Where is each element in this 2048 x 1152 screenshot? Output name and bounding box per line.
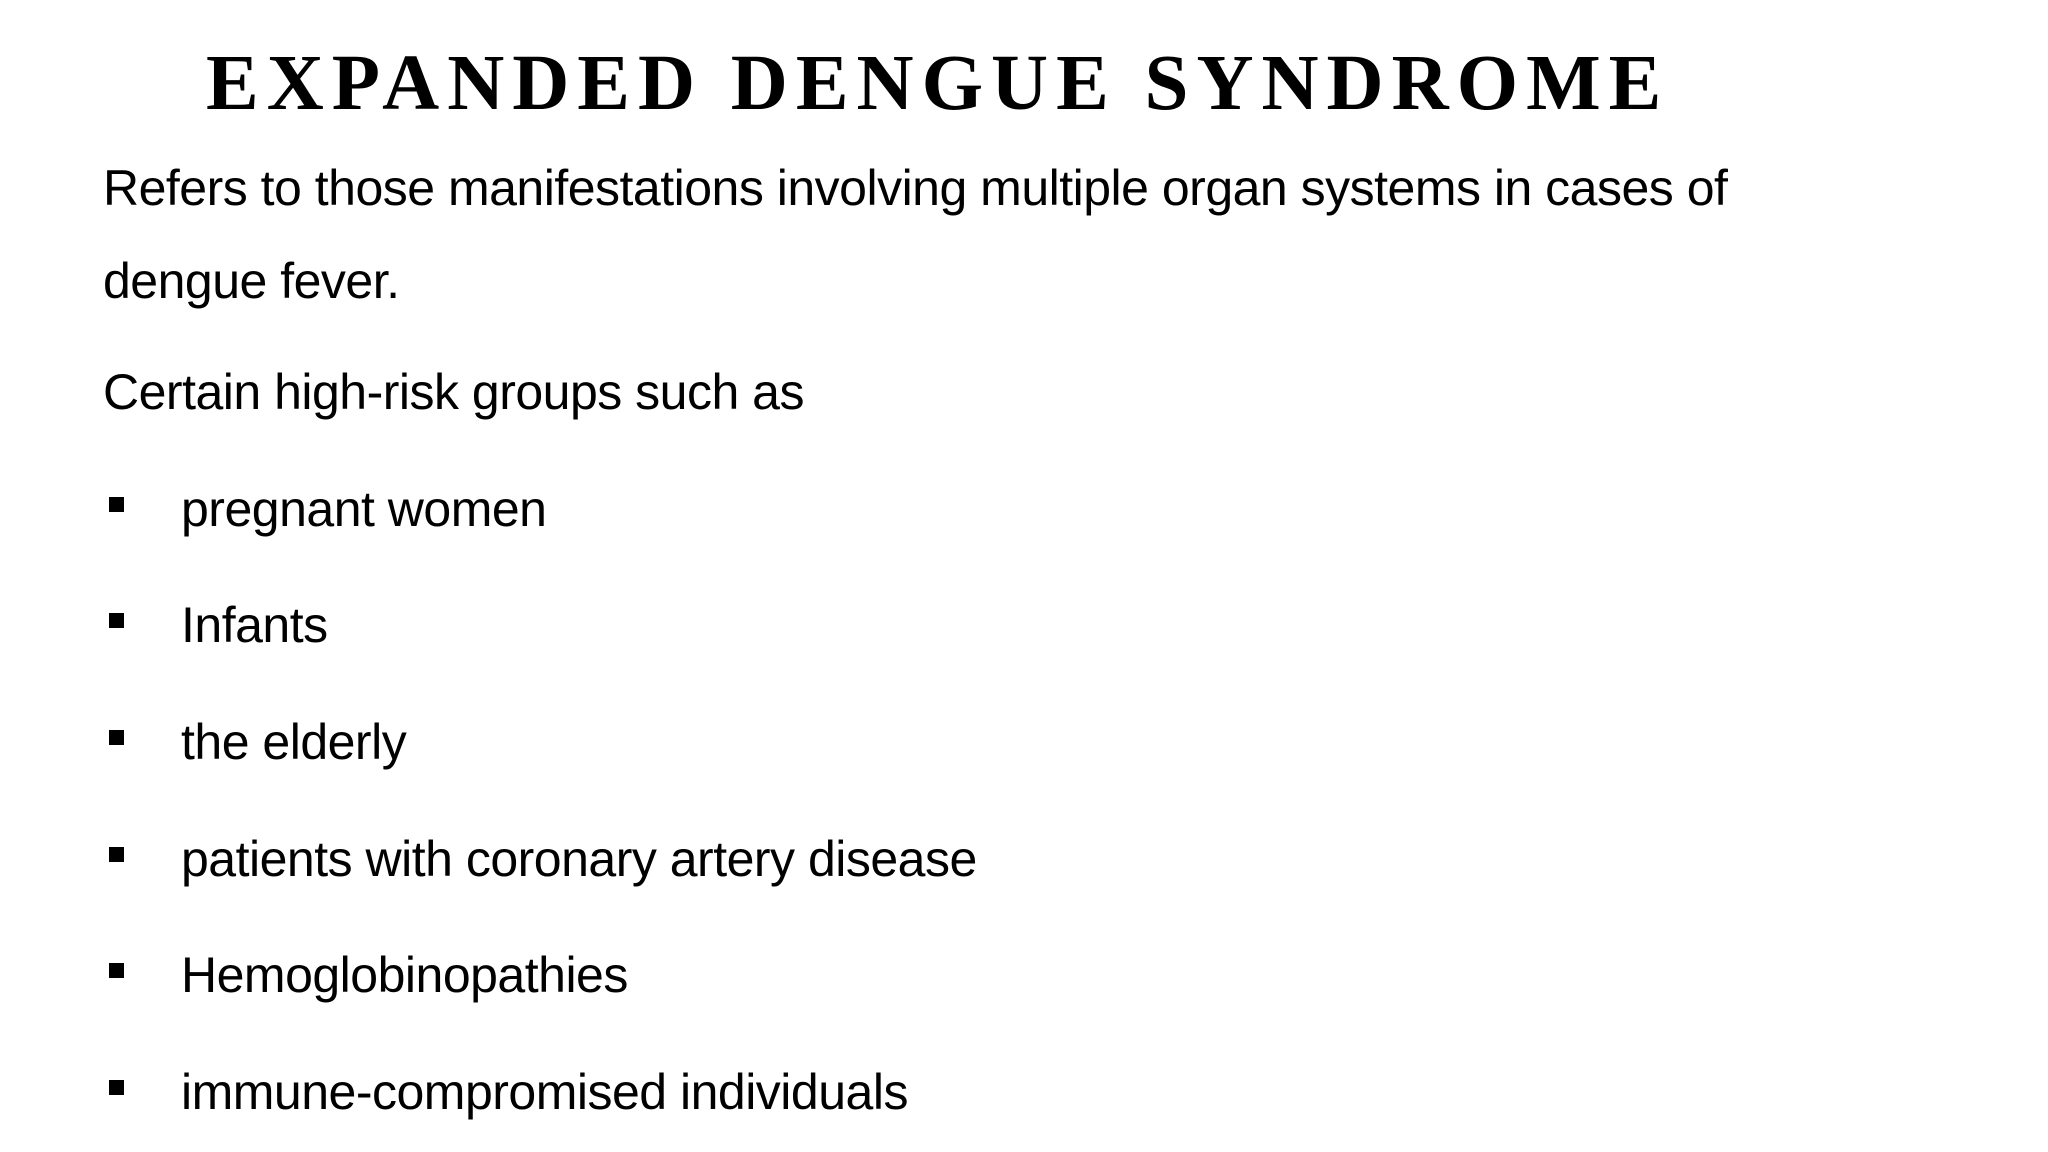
intro-paragraph: Refers to those manifestations involving multiple organ systems in cases of dengue fever. (103, 160, 1728, 309)
list-item-text: the elderly (181, 714, 407, 770)
square-bullet-icon (109, 613, 124, 628)
square-bullet-icon (109, 1080, 124, 1095)
list-item-text: pregnant women (181, 481, 547, 537)
list-item-text: Infants (181, 597, 328, 653)
slide-title: EXPANDED DENGUE SYNDROME (206, 40, 1670, 127)
list-item (103, 1052, 1603, 1132)
list-item-text: immune-compromised individuals (181, 1064, 908, 1120)
lead-paragraph: Certain high-risk groups such as (103, 364, 804, 420)
square-bullet-icon (109, 847, 124, 862)
list-item (103, 819, 1603, 899)
list-item (103, 585, 1603, 665)
list-item (103, 935, 1603, 1015)
list-item (103, 702, 1603, 782)
list-item (103, 469, 1603, 549)
list-item-text: Hemoglobinopathies (181, 947, 628, 1003)
square-bullet-icon (109, 497, 124, 512)
square-bullet-icon (109, 963, 124, 978)
square-bullet-icon (109, 730, 124, 745)
list-item-text: patients with coronary artery disease (181, 831, 977, 887)
